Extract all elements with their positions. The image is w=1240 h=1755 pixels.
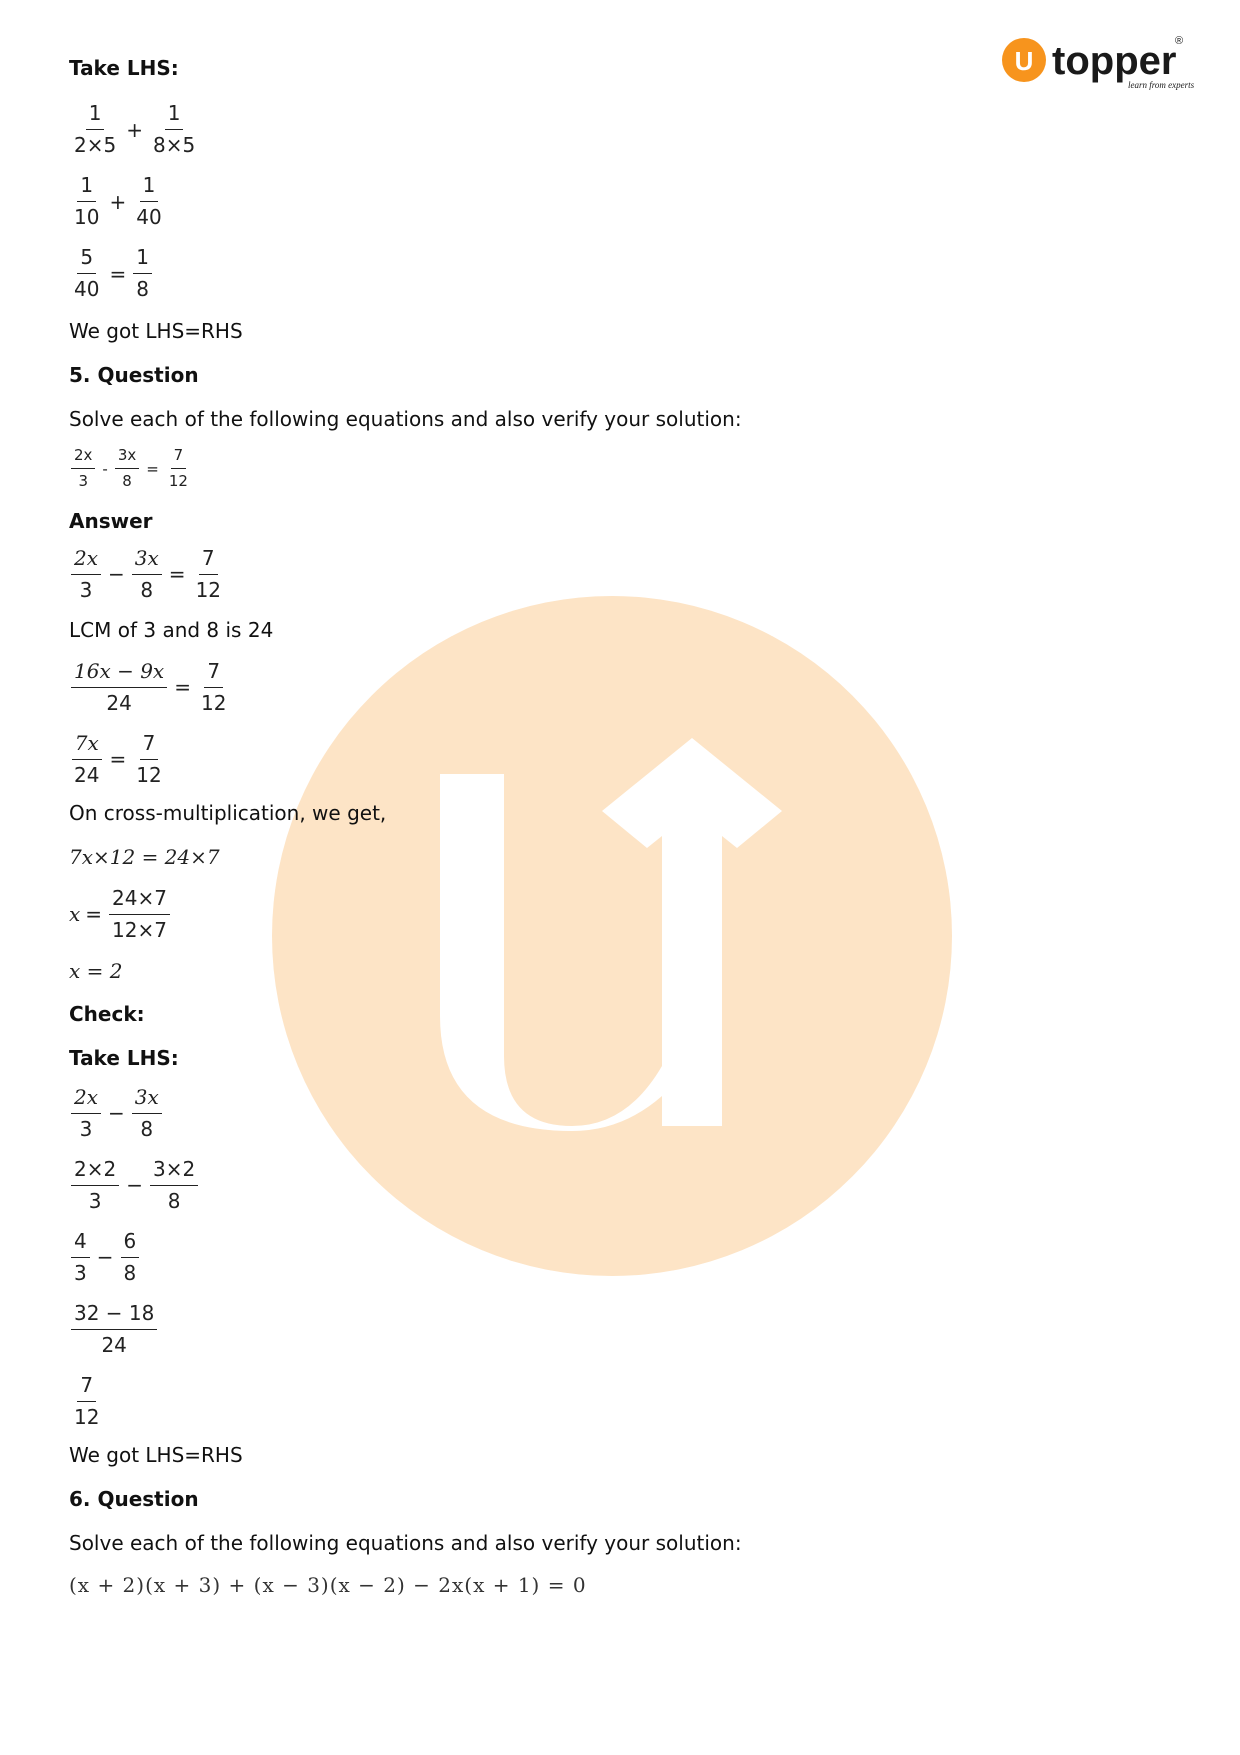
svg-text:learn from experts: learn from experts (1128, 80, 1195, 90)
fraction: $\frac{7x}{24}$ (71, 732, 102, 787)
question-6-equation: (x + 2)(x + 3) + (x − 3)(x − 2) − 2x(x + 1) = 0 (69, 1572, 587, 1597)
check-step-1: $\frac{2x}{3}$ − $\frac{3x}{8}$ (69, 1086, 1169, 1141)
fraction: $\frac{3x}{8}$ (132, 1086, 162, 1141)
fraction: $\frac{2x}{3}$ (71, 1086, 101, 1141)
take-lhs-heading: Take LHS: (69, 56, 179, 80)
result-text: We got LHS=RHS (69, 1442, 243, 1467)
fraction: $\frac{7}{12}$ (195, 545, 222, 602)
fraction: $\frac{3\times 2}{8}$ (150, 1158, 198, 1213)
lcm-text: LCM of 3 and 8 is 24 (69, 617, 274, 642)
answer-step-2: $\frac{16x - 9x}{24}$ = $\frac{7}{12}$ (69, 660, 1169, 715)
topper-logo (1000, 30, 1200, 100)
svg-text:®: ® (1175, 35, 1184, 47)
cross-multiplication-text: On cross-multiplication, we get, (69, 800, 387, 825)
fraction: $\frac{7}{12}$ (200, 658, 227, 715)
fraction: $\frac{24\times 7}{12\times 7}$ (109, 887, 170, 942)
fraction: $\frac{3x}{8}$ (115, 447, 139, 491)
fraction: $\frac{16x - 9x}{24}$ (71, 660, 167, 715)
take-lhs-heading: Take LHS: (69, 1045, 179, 1070)
fraction: $\frac{1}{8\times 5}$ (152, 101, 196, 157)
fraction: $\frac{2\times 2}{3}$ (71, 1158, 119, 1213)
check-step-5 (69, 1374, 1169, 1429)
fraction: $\frac{2x}{3}$ (71, 447, 95, 491)
fraction: $\frac{32 - 18}{24}$ (71, 1302, 157, 1357)
fraction: $\frac{4}{3}$ (71, 1230, 90, 1285)
check-step-3: $\frac{4}{3}$ − $\frac{6}{8}$ (69, 1230, 1169, 1285)
fraction: $\frac{1}{10}$ (74, 173, 100, 229)
fraction: $\frac{7}{12}$ (168, 446, 188, 491)
question-6-title: 6. Question (69, 1486, 199, 1511)
answer-result: x = 2 (69, 958, 123, 983)
check-heading: Check: (69, 1001, 145, 1026)
answer-step-1: $\frac{2x}{3}$ − $\frac{3x}{8}$ = $\frac{7}{12}$ (69, 547, 1169, 602)
question-5-equation: $\frac{2x}{3}$ - $\frac{3x}{8}$ = $\frac{7}{12}$ (69, 447, 1169, 491)
question-5-title: 5. Question (69, 363, 199, 387)
fraction: $\frac{2x}{3}$ (71, 547, 101, 602)
question-5-text: Solve each of the following equations and also verify your solution: (69, 407, 742, 431)
answer-heading: Answer (69, 508, 153, 533)
svg-text:topper: topper (1052, 39, 1177, 83)
lhs-expression-2: $\frac{1}{10}$ + $\frac{1}{40}$ (69, 174, 1169, 229)
question-6-text: Solve each of the following equations and also verify your solution: (69, 1530, 742, 1555)
lhs-expression-1: $\frac{1}{2\times 5}$ + $\frac{1}{8\times 5}$ (69, 102, 1169, 157)
fraction: $\frac{7}{12}$ (74, 1372, 100, 1429)
answer-step-4: 7x×12 = 24×7 (69, 844, 220, 869)
fraction: $\frac{1}{8}$ (133, 246, 152, 301)
fraction: $\frac{6}{8}$ (121, 1230, 140, 1285)
fraction: $\frac{3x}{8}$ (132, 547, 162, 602)
fraction: $\frac{5}{40}$ (74, 245, 100, 301)
fraction: $\frac{7}{12}$ (136, 730, 162, 787)
result-text: We got LHS=RHS (69, 319, 243, 343)
check-step-2: $\frac{2\times 2}{3}$ − $\frac{3\times 2}{8}$ (69, 1158, 1169, 1213)
fraction: $\frac{1}{2\times 5}$ (74, 101, 117, 157)
page-content (69, 56, 1169, 1597)
lhs-expression-3: $\frac{5}{40}$ = $\frac{1}{8}$ (69, 246, 1169, 301)
answer-step-3: $\frac{7x}{24}$ = $\frac{7}{12}$ (69, 732, 1169, 787)
answer-step-5: x = $\frac{24\times 7}{12\times 7}$ (69, 887, 1169, 942)
check-step-4 (69, 1302, 1169, 1357)
svg-text:U: U (1014, 46, 1034, 76)
fraction: $\frac{1}{40}$ (136, 173, 162, 229)
